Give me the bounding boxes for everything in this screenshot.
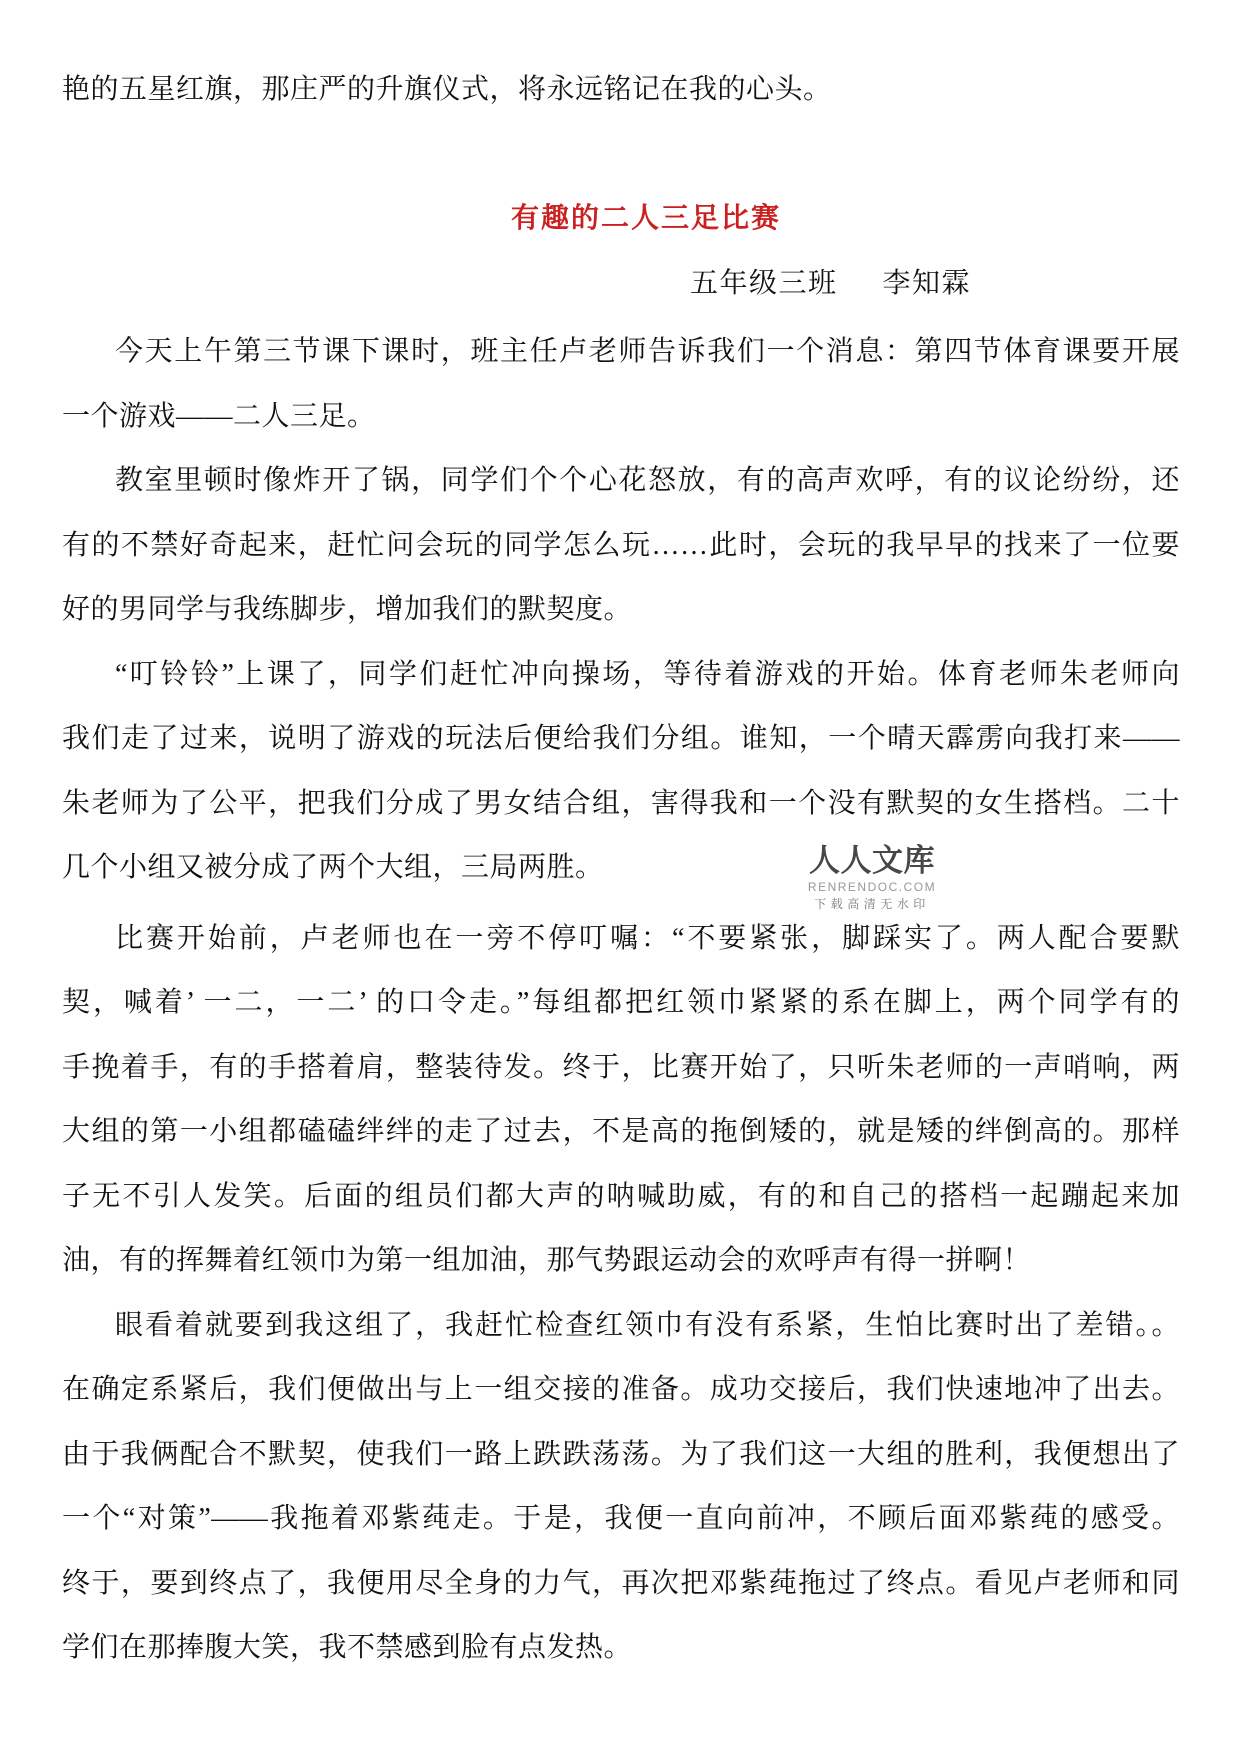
body-line: 今天上午第三节课下课时，班主任卢老师告诉我们一个消息：第四节体育课要开展 <box>115 336 1180 367</box>
body-line: 手挽着手，有的手搭着肩，整装待发。终于，比赛开始了，只听朱老师的一声哨响，两 <box>62 1051 1180 1083</box>
body-line: 学们在那捧腹大笑，我不禁感到脸有点发热。 <box>62 1632 633 1663</box>
paragraph <box>62 449 1180 643</box>
body-line: 朱老师为了公平，把我们分成了男女结合组，害得我和一个没有默契的女生搭档。二十 <box>62 787 1180 819</box>
body-line: “叮铃铃”上课了，同学们赶忙冲向操场，等待着游戏的开始。体育老师朱老师向 <box>115 658 1180 690</box>
body-line: 大组的第一小组都磕磕绊绊的走了过去，不是高的拖倒矮的，就是矮的绊倒高的。那样 <box>62 1116 1180 1147</box>
paragraph <box>62 907 1180 1294</box>
byline-class: 五年级三班 <box>690 267 838 299</box>
body-line: 一个“对策”——我拖着邓紫莼走。于是，我便一直向前冲，不顾后面邓紫莼的感受。 <box>62 1503 1180 1534</box>
paragraph <box>62 320 1180 449</box>
watermark-site-text: RENRENDOC.COM <box>807 879 937 894</box>
body-line: 一个游戏——二人三足。 <box>62 400 376 432</box>
body-line: 教室里顿时像炸开了锅，同学们个个心花怒放，有的高声欢呼，有的议论纷纷，还 <box>115 465 1180 496</box>
watermark-logo-text: 人人文库 <box>809 843 935 878</box>
body-line: 我们走了过来，说明了游戏的玩法后便给我们分组。谁知，一个晴天霹雳向我打来—— <box>62 723 1180 754</box>
body-line: 终于，要到终点了，我便用尽全身的力气，再次把邓紫莼拖过了终点。看见卢老师和同 <box>62 1567 1180 1599</box>
body-line: 几个小组又被分成了两个大组，三局两胜。 <box>62 852 604 883</box>
watermark-tagline-text: 下载高清无水印 <box>814 896 930 911</box>
body-line: 子无不引人发笑。后面的组员们都大声的呐喊助威，有的和自己的搭档一起蹦起来加 <box>62 1180 1180 1212</box>
essay-title: 有趣的二人三足比赛 <box>510 203 781 234</box>
byline-author: 李知霖 <box>882 267 972 299</box>
body-line: 油，有的挥舞着红领巾为第一组加油，那气势跟运动会的欢呼声有得一拼啊！ <box>62 1245 1032 1276</box>
paragraphs <box>62 320 1180 1681</box>
body-line: 好的男同学与我练脚步，增加我们的默契度。 <box>62 594 633 625</box>
carryover-paragraph-line: 艳的五星红旗，那庄严的升旗仪式，将永远铭记在我的心头。 <box>62 74 832 105</box>
body-line: 由于我俩配合不默契，使我们一路上跌跌荡荡。为了我们这一大组的胜利，我便想出了 <box>62 1438 1180 1470</box>
blank-line <box>62 123 1180 188</box>
paragraph <box>62 1294 1180 1681</box>
body-line: 眼看着就要到我这组了，我赶忙检查红领巾有没有系紧，生怕比赛时出了差错。。 <box>115 1309 1180 1341</box>
body-line: 比赛开始前，卢老师也在一旁不停叮嘱：“不要紧张，脚踩实了。两人配合要默 <box>115 922 1180 954</box>
body-line: 契，喊着’ 一二，一二’ 的口令走。”每组都把红领巾紧紧的系在脚上，两个同学有的 <box>62 987 1180 1018</box>
byline <box>690 252 1180 317</box>
text-column <box>62 58 1180 1681</box>
paragraph <box>62 643 1180 901</box>
body-line: 有的不禁好奇起来，赶忙问会玩的同学怎么玩……此时，会玩的我早早的找来了一位要 <box>62 529 1180 561</box>
watermark <box>806 843 938 910</box>
body-line: 在确定系紧后，我们便做出与上一组交接的准备。成功交接后，我们快速地冲了出去。 <box>62 1374 1180 1405</box>
